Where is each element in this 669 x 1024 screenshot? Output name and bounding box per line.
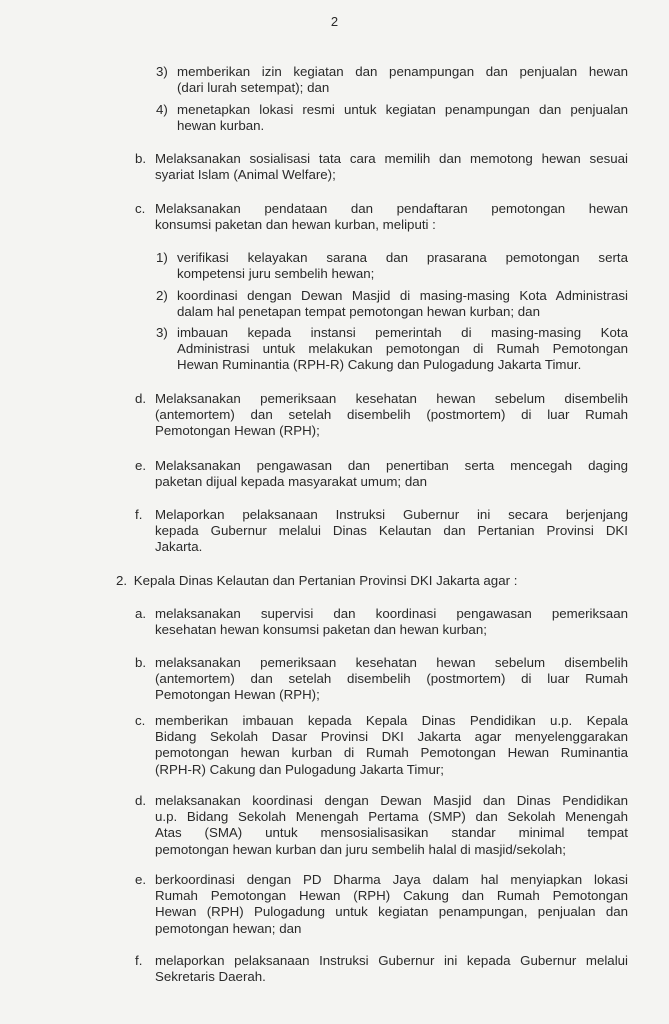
list-item: [156, 250, 628, 282]
section-number: 2.: [116, 573, 128, 588]
list-label: b.: [135, 655, 147, 670]
text-line: paketan dijual kepada masyarakat umum; dan: [155, 474, 428, 490]
list-text: [155, 655, 628, 704]
page-number: 2: [330, 14, 339, 29]
list-item: [135, 606, 628, 638]
text-line: Hewan (RPH) Pulogadung untuk kegiatan penampungan, penjualan dan: [155, 904, 628, 920]
list-text: [155, 793, 628, 858]
list-text: [155, 713, 628, 778]
list-label: 2): [156, 288, 168, 303]
text-line: (dari lurah setempat); dan: [177, 80, 330, 96]
list-label: c.: [135, 201, 146, 216]
list-item: [156, 64, 628, 96]
list-text: [155, 507, 628, 556]
list-item: [135, 793, 628, 858]
list-item: [135, 391, 628, 440]
section-heading-text: Kepala Dinas Kelautan dan Pertanian Provinsi DKI Jakarta agar :: [133, 573, 518, 588]
list-item: [135, 655, 628, 704]
list-text: [155, 953, 628, 985]
text-line: Melaporkan pelaksanaan Instruksi Gubernur ini secara berjenjang: [155, 507, 628, 522]
text-line: imbauan kepada instansi pemerintah di masing-masing Kota: [177, 325, 628, 340]
text-line: (antemortem) dan setelah disembelih (postmortem) di luar Rumah: [155, 671, 628, 687]
text-line: menetapkan lokasi resmi untuk kegiatan penampungan dan penjualan: [177, 102, 628, 117]
text-line: Melaksanakan pengawasan dan penertiban serta mencegah daging: [155, 458, 628, 473]
text-line: berkoordinasi dengan PD Dharma Jaya dalam hal menyiapkan lokasi: [155, 872, 628, 887]
text-line: memberikan imbauan kepada Kepala Dinas Pendidikan u.p. Kepala: [155, 713, 628, 728]
text-line: Administrasi untuk melakukan pemotongan di Rumah Pemotongan: [177, 341, 628, 357]
list-text: [155, 606, 628, 638]
list-text: [177, 325, 628, 374]
list-item: [135, 458, 628, 490]
text-line: (RPH-R) Cakung dan Pulogadung Jakarta Timur;: [155, 761, 444, 777]
text-line: verifikasi kelayakan sarana dan prasarana pemotongan serta: [177, 250, 628, 265]
list-label: f.: [135, 507, 143, 522]
text-line: Melaksanakan sosialisasi tata cara memilih dan memotong hewan sesuai: [155, 151, 628, 166]
list-label: f.: [135, 953, 143, 968]
text-line: Pemotongan Hewan (RPH);: [155, 423, 320, 439]
text-line: melaksanakan pemeriksaan kesehatan hewan sebelum disembelih: [155, 655, 628, 670]
text-line: Melaksanakan pendataan dan pendaftaran pemotongan hewan: [155, 201, 628, 216]
text-line: Jakarta.: [155, 539, 203, 555]
list-text: [177, 250, 628, 282]
list-label: 3): [156, 64, 168, 79]
list-label: 4): [156, 102, 168, 117]
list-item: [135, 713, 628, 778]
text-line: Pemotongan Hewan (RPH);: [155, 687, 320, 703]
list-label: e.: [135, 872, 147, 887]
text-line: Bidang Sekolah Dasar Provinsi DKI Jakarta agar menyelenggarakan: [155, 729, 628, 745]
text-line: Rumah Pemotongan Hewan (RPH) Cakung dan Rumah Pemotongan: [155, 888, 628, 904]
list-text: [177, 102, 628, 134]
list-label: a.: [135, 606, 147, 621]
list-item: [135, 872, 628, 937]
list-item: [156, 288, 628, 320]
text-line: pemotongan hewan kurban di Rumah Pemotongan Hewan Ruminantia: [155, 745, 628, 761]
list-text: [155, 151, 628, 183]
list-label: d.: [135, 793, 147, 808]
list-label: 1): [156, 250, 168, 265]
text-line: hewan kurban.: [177, 118, 265, 134]
text-line: melaporkan pelaksanaan Instruksi Gubernur ini kepada Gubernur melalui: [155, 953, 628, 968]
list-item: [135, 201, 628, 233]
list-item: [135, 953, 628, 985]
text-line: dalam hal penetapan tempat pemotongan hewan kurban; dan: [177, 304, 540, 320]
list-text: [155, 201, 628, 233]
text-line: melaksanakan supervisi dan koordinasi pengawasan pemeriksaan: [155, 606, 628, 621]
text-line: pemotongan hewan; dan: [155, 920, 302, 936]
text-line: konsumsi paketan dan hewan kurban, meliputi :: [155, 217, 436, 233]
text-line: Sekretaris Daerah.: [155, 969, 266, 985]
list-label: e.: [135, 458, 147, 473]
list-item: [135, 151, 628, 183]
text-line: (antemortem) dan setelah disembelih (postmortem) di luar Rumah: [155, 407, 628, 423]
text-line: kesehatan hewan konsumsi paketan dan hewan kurban;: [155, 622, 487, 638]
section-heading: [116, 573, 517, 589]
list-text: [155, 458, 628, 490]
list-text: [155, 391, 628, 440]
text-line: u.p. Bidang Sekolah Menengah Pertama (SMP) dan Sekolah Menengah: [155, 809, 628, 825]
text-line: Hewan Ruminantia (RPH-R) Cakung dan Pulogadung Jakarta Timur.: [177, 357, 582, 373]
text-line: memberikan izin kegiatan dan penampungan dan penjualan hewan: [177, 64, 628, 79]
list-text: [155, 872, 628, 937]
list-item: [135, 507, 628, 556]
text-line: pemotongan hewan kurban dan juru sembelih halal di masjid/sekolah;: [155, 841, 566, 857]
list-item: [156, 325, 628, 374]
list-label: b.: [135, 151, 147, 166]
text-line: syariat Islam (Animal Welfare);: [155, 167, 336, 183]
list-text: [177, 288, 628, 320]
list-label: d.: [135, 391, 147, 406]
text-line: Atas (SMA) untuk mensosialisasikan standar minimal tempat: [155, 825, 628, 841]
text-line: kepada Gubernur melalui Dinas Kelautan dan Pertanian Provinsi DKI: [155, 523, 628, 539]
list-label: c.: [135, 713, 146, 728]
list-item: [156, 102, 628, 134]
text-line: kompetensi juru sembelih hewan;: [177, 266, 375, 282]
list-text: [177, 64, 628, 96]
list-label: 3): [156, 325, 168, 340]
text-line: melaksanakan koordinasi dengan Dewan Masjid dan Dinas Pendidikan: [155, 793, 628, 808]
text-line: koordinasi dengan Dewan Masjid di masing-masing Kota Administrasi: [177, 288, 628, 303]
text-line: Melaksanakan pemeriksaan kesehatan hewan sebelum disembelih: [155, 391, 628, 406]
